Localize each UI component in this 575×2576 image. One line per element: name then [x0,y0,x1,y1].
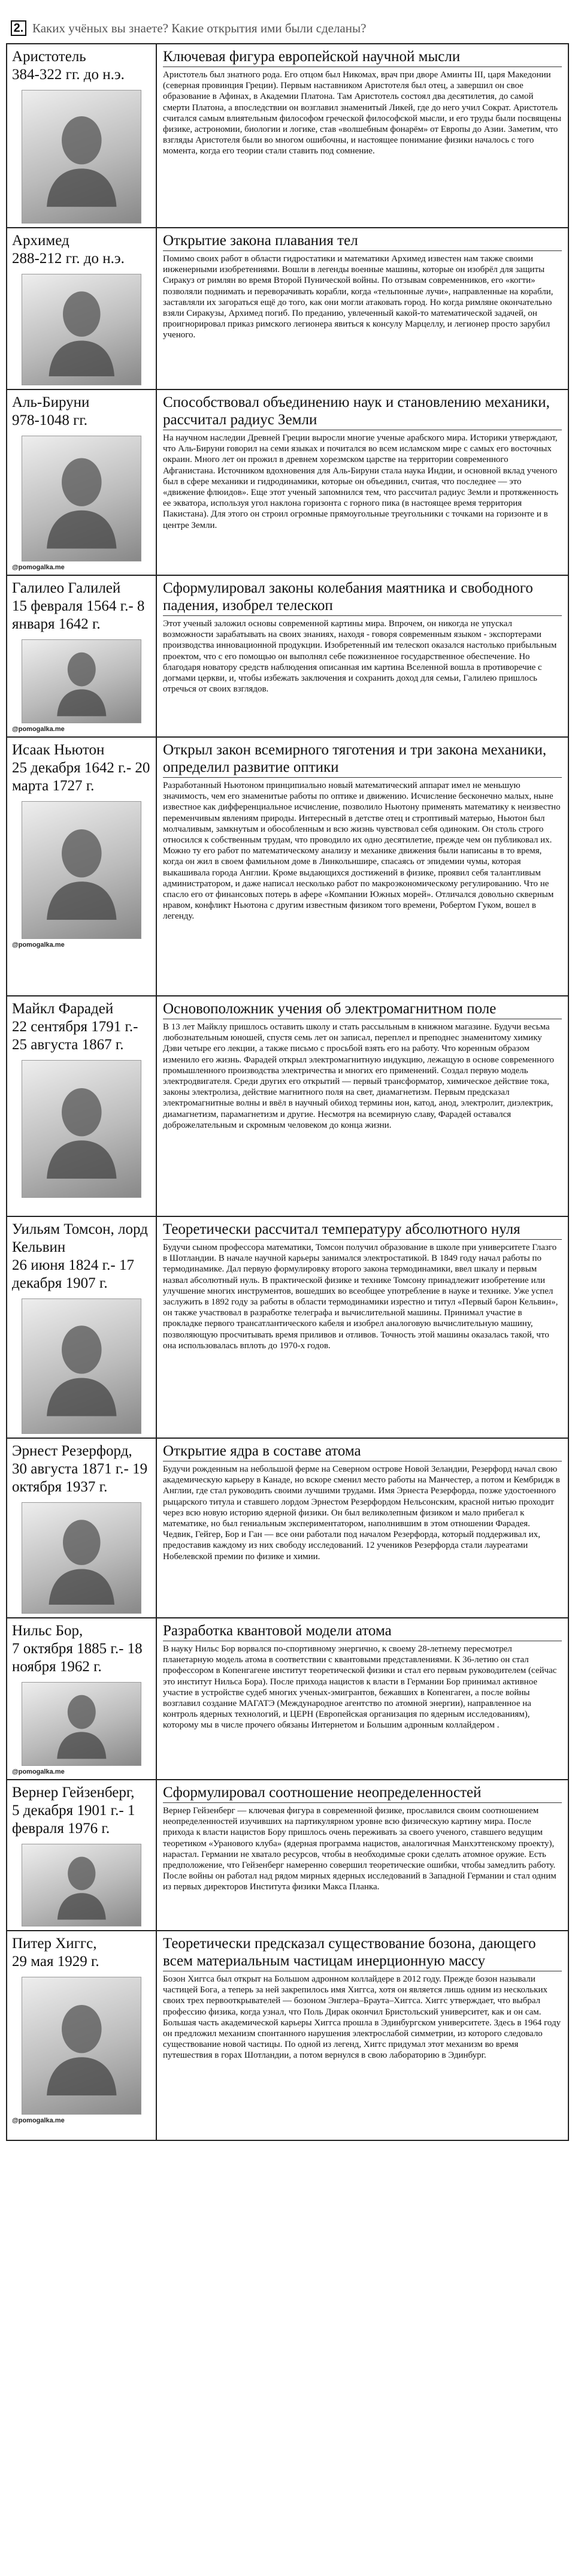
discovery-text: Будучи рожденным на небольшой ферме на Северном острове Новой Зеландии, Резерфорд начал свою академическую карьеру в Канаде, но вскоре сменил место работы на Манчестер, а потом и Кембридж в Англии, где стал руководить своими лучшими трудами. Имя Эрнеста Резерфорда, позже удостоенного рыцарского титула и ставшего лордом Эрнестом Резерфордом Нельсонским, красной нитью проходит через всю новую историю ядерной физики. Он был великолепным физиком и мало прибегал к математике, но был гениальным экспериментатором, наполнившим в этом отношении Фарадея. Чедвик, Гейгер, Бор и Ган — все они работали под началом Резерфорда, который поддерживал их, предоставив каждому из них свободу исследований. 12 учеников Резерфорда стали лауреатами Нобелевской премии по физике и химии. [163,1464,561,1562]
scientist-info-cell [7,996,157,1216]
scientist-dates: 288-212 гг. до н.э. [12,250,125,267]
discovery-text: Этот ученый заложил основы современной картины мира. Впрочем, он никогда не упускал возможности зарабатывать на своих знаниях, находя - говоря современным языком - экспортерами производства инновационной продукции. Изобретенный им телескоп оказался настолько прибыльным проектом, что с его помощью он выполнял себе пожизненное государственное обеспечение. Но благодаря новатору средств наблюдения описанная им картина Вселенной вошла в противоречие с догмами церкви, и, чтобы избежать заключения и сохранить доход для семьи, Галилею пришлось отречься от своих взглядов. [163,619,557,694]
person-silhouette-icon [40,101,123,213]
question-text: Каких учёных вы знаете? Какие открытия ими были сделаны? [32,20,367,35]
scientist-dates: 29 мая 1929 г. [12,1953,99,1970]
discovery-text: Вернер Гейзенберг — ключевая фигура в современной физике, прославился своим соотношением неопределенностей изучивших на партикулярном уровне всю физическую картину мира. После прихода к власти нацистов Бору пришлось очень переживать за своего ученого, ставшего ведущим теоретиком «Уранового клуба» (ядерная программа нацистов, аналогичная Манхэттенскому проекту), нарастал. Германии не хватало ресурсов, чтобы в необходимые сроки сделать атомное оружие. Есть предположение, что Гейзенберг намеренно совершил теоретические ошибки, чтобы замедлить работу. После войны он работал над рядом мирных ядерных исследований в Западной Германии и стал одним из первых директоров Института физики Макса Планка. [163,1806,556,1892]
person-silhouette-icon [40,1988,123,2104]
discovery-heading: Теоретически предсказал существование бозона, дающего всем материальным частицам инерционную массу [163,1935,562,1971]
discovery-text: Бозон Хиггса был открыт на Большом адронном коллайдере в 2012 году. Прежде бозон называли частицей Бога, а теперь за ней закрепилось имя Хиггса, хотя он является лишь одним из нескольких своих трех первооткрывателей — бозоном Энглера–Браута–Хиггса. Хиггс утверждает, что выбрал профессию физика, когда узнал, что Поль Дирак окончил Бристольский университет, как и он сам. Большая часть академической карьеры Хиггса прошла в Эдинбургском университете. Здесь в 1964 году он предложил механизм спонтанного нарушения электрослабой симметрии, из которого следовало существование новой частицы. По одной из легенд, Хиггс придумал этот механизм во время путешествия в горах Шотландии, а потом вернулся в свою лабораторию в Эдинбург. [163,1974,561,2061]
scientists-table [6,43,569,2141]
scientist-dates: 5 декабря 1901 г.- 1 февраля 1976 г. [12,1802,135,1837]
scientist-portrait [22,274,141,385]
discovery-cell [157,228,568,389]
discovery-heading: Сформулировал законы колебания маятника и свободного падения, изобрел телескоп [163,579,562,616]
scientist-portrait [22,801,141,939]
scientist-name: Уильям Томсон, лорд Кельвин [12,1221,148,1255]
person-silhouette-icon [40,283,123,376]
person-silhouette-icon [40,646,123,716]
scientist-row [7,1618,568,1780]
scientist-info-cell [7,1217,157,1438]
scientist-row [7,1217,568,1439]
scientist-name: Аристотель [12,49,86,65]
watermark: @pomogalka.me [12,2117,65,2124]
person-silhouette-icon [40,1511,123,1605]
scientist-portrait [22,1502,141,1614]
scientist-portrait [22,1060,141,1198]
scientist-name: Аль-Бируни [12,394,90,410]
discovery-cell [157,390,568,575]
scientist-portrait [22,90,141,224]
person-silhouette-icon [40,812,123,928]
scientist-dates: 25 декабря 1642 г.- 20 марта 1727 г. [12,760,150,794]
watermark: @pomogalka.me [12,941,65,949]
scientist-name: Питер Хиггс, [12,1935,97,1952]
discovery-heading: Ключевая фигура европейской научной мысли [163,48,562,67]
scientist-info-cell [7,390,157,575]
scientist-info-cell [7,1931,157,2140]
discovery-text: Разработанный Ньютоном принципиально новый математический аппарат имел не меньшую значимость, чем его знаменитые работы по оптике и движению. Исчисление бесконечно малых, ныне известное как дифференциальное исчисление, позволило Ньютону применять математику к неизвестно переменчивым явлениям природы. Интересный в детстве отец и строптивый матерью, Ньютон был молчаливым, замкнутым и обособленным и всю жизнь чувствовал себя одиноким. Он столь строго относился к собственным трудам, что проводило их одно десятилетие, прежде чем он публиковал их. Можно ту его работ по математическому анализу и механике движения были написаны в то время, когда он жил в своем фамильном доме в Линкольншире, спасаясь от эпидемии чумы, которая выкашивала города Англии. Кроме выдающихся достижений в физике, проявил себя талантливым администратором, и даже написал несколько работ по макроэкономическому регулированию. Что не спасло его от финансовых потерь в афере «Компании Южных морей». Отличался довольно скверным нравом, конфликт Ньютона с другим известным физиком того времени, Робертом Гуком, вошел в легенду. [163,781,561,922]
discovery-cell [157,1618,568,1779]
scientist-dates: 15 февраля 1564 г.- 8 января 1642 г. [12,598,145,632]
discovery-text: Будучи сыном профессора математики, Томсон получил образование в школе при университете Глазго в Шотландии. В начале научной карьеры занимался электростатикой. В 1849 году начал работы по термодинамике. Дал первую формулировку второго закона термодинамики, ввел шкалу и первым назвал абсолютный нуль. В практической физике и технике Томсону принадлежит изобретение или улучшение многих инструментов, вошедших во всеобщее употребление в науке и технике. Уже успел заслужить в 1892 году за работы в области термодинамики изрестно и титул «Первый барон Кельвин», он также участвовал в разработке телеграфа и вычислительной машины. Принимал участие в прокладке первого трансатлантического кабеля и изобрел аналоговую вычислительную машину, позволяющую просчитывать время приливов и отливов. Точность этой машины оказалась такой, что она использовалась вплоть до 1970-х годов. [163,1243,558,1351]
scientist-row [7,390,568,576]
scientist-dates: 30 августа 1871 г.- 19 октября 1937 г. [12,1461,148,1495]
scientist-name: Майкл Фарадей [12,1001,114,1017]
discovery-cell [157,1217,568,1438]
scientist-dates: 7 октября 1885 г.- 18 ноября 1962 г. [12,1641,143,1675]
scientist-name: Нильс Бор, [12,1623,83,1639]
discovery-heading: Сформулировал соотношение неопределенностей [163,1784,562,1803]
scientist-row [7,1931,568,2140]
discovery-heading: Способствовал объединению наук и становлению механики, рассчитал радиус Земли [163,394,562,430]
discovery-heading: Открыл закон всемирного тяготения и три закона механики, определил развитие оптики [163,741,562,778]
scientist-row [7,44,568,228]
scientist-name: Архимед [12,232,69,249]
scientist-row [7,1780,568,1931]
scientist-dates: 26 июня 1824 г.- 17 декабря 1907 г. [12,1257,134,1291]
discovery-heading: Открытие ядра в составе атома [163,1442,562,1461]
scientist-info-cell [7,576,157,736]
scientist-dates: 978-1048 гг. [12,412,88,428]
scientist-info-cell [7,738,157,995]
scientist-name: Исаак Ньютон [12,742,105,758]
person-silhouette-icon [40,446,123,552]
scientist-info-cell [7,1780,157,1930]
scientist-dates: 22 сентября 1791 г.- 25 августа 1867 г. [12,1019,138,1053]
scientist-row [7,1439,568,1618]
discovery-cell [157,1780,568,1930]
scientist-portrait [22,639,141,723]
discovery-cell [157,1931,568,2140]
scientist-row [7,576,568,738]
person-silhouette-icon [40,1071,123,1187]
scientist-portrait [22,1844,141,1926]
person-silhouette-icon [40,1689,123,1759]
scientist-row [7,738,568,996]
scientist-name: Эрнест Резерфорд, [12,1443,132,1459]
scientist-info-cell [7,1618,157,1779]
scientist-portrait [22,1977,141,2115]
scientist-row [7,996,568,1217]
scientist-name: Галилео Галилей [12,580,121,596]
discovery-text: Помимо своих работ в области гидростатики и математики Архимед известен нам также своими инженерными изобретениями. Вошли в легенды военные машины, которые он изобрёл для защиты Сиракуз от римлян во время Второй Пунической войны. По отзывам современников, его «когти» позволяли поднимать и переворачивать корабли, когда «тельпонные лучи», направленные на корабли, заставляли их загораться ещё до того, как они могли атаковать город. Но когда римляне окончательно взяли Сиракузы, Архимед погиб. По преданию, увлеченный какой-то математической задачей, он проигнорировал приказ римского легионера явиться к консулу Марцеллу, и легионер просто зарубил ученого. [163,254,553,340]
question-header [0,16,575,41]
scientist-portrait [22,1298,141,1434]
scientist-portrait [22,1682,141,1766]
scientist-info-cell [7,44,157,227]
discovery-cell [157,738,568,995]
watermark: @pomogalka.me [12,1768,65,1775]
scientist-info-cell [7,228,157,389]
discovery-cell [157,576,568,736]
discovery-heading: Открытие закона плавания тел [163,232,562,251]
discovery-heading: Основоположник учения об электромагнитном поле [163,1000,562,1019]
discovery-heading: Теоретически рассчитал температуру абсолютного нуля [163,1221,562,1240]
discovery-text: Аристотель был знатного рода. Его отцом был Никомах, врач при дворе Аминты III, царя Македонии (северная провинция Греции). Первым наставником Аристотеля был отец, а завершил он свое образование в Афинах, в Академии Платона. Там Аристотель состоял два десятилетия, до самой смерти Платона, а впоследствии он возглавил знаменитый Ликей, где до него учил Сократ. Аристотель считался самым влиятельным философом греческой философской мысли, и его труды были посвящены физике, астрономии, биологии и логике, став «волшебным фонарём» от Европы до Азии. Заметим, что взгляды Аристотеля были во многом ошибочны, и настоящее понимание физики началось с того момента, когда его теории стали ставить под сомнение. [163,70,561,156]
discovery-text: В 13 лет Майклу пришлось оставить школу и стать рассыльным в книжном магазине. Будучи весьма любознательным юношей, спустя семь лет он записал, переплел и преподнес знаменитому химику Дэви четыре его лекции, а также письмо с просьбой взять его на работу. Что коренным образом изменило его жизнь. Фарадей открыл электромагнитную индукцию, лежащую в основе современного промышленного производства электричества и многих его применений. Создал первую модель электродвигателя. Среди других его открытий — первый трансформатор, химическое действие тока, законы электролиза, действие магнитного поля на свет, диамагнетизм. Первым предсказал электромагнитные волны и ввёл в научный обиход термины ион, катод, анод, электролит, диэлектрик, диамагнетизм, парамагнетизм и другие. Несмотря на всемирную славу, Фарадей оставался доброжелательным и скромным человеком до конца жизни. [163,1022,554,1130]
scientist-info-cell [7,1439,157,1617]
watermark: @pomogalka.me [12,726,65,733]
discovery-cell [157,1439,568,1617]
person-silhouette-icon [40,1309,123,1423]
discovery-text: В науку Нильс Бор ворвался по-спортивному энергично, к своему 28-летнему пересмотрел планетарную модель атома в соответствии с квантовыми представлениями. К 36-летию он стал профессором в Копенгагене институт теоретической физики и стал его первым руководителем (сейчас это институт Нильса Бора). После прихода нацистов к власти в Германии Бор принимал активное участие в устройстве судеб многих ученых-эмигрантов, бежавших в Копенгаген, а после войны возглавил создание МАГАТЭ (Международное агентство по атомной энергии), направленное на контроль ядерных технологий, и ЦЕРН (Европейская организация по ядерным исследованиям), которому мы в числе прочего обязаны Интернетом и Большим адронным коллайдером . [163,1644,557,1731]
watermark: @pomogalka.me [12,564,65,571]
person-silhouette-icon [40,1850,123,1920]
discovery-cell [157,996,568,1216]
discovery-heading: Разработка квантовой модели атома [163,1622,562,1641]
scientist-name: Вернер Гейзенберг, [12,1784,135,1801]
question-number: 2. [11,20,26,36]
scientist-portrait [22,436,141,561]
discovery-text: На научном наследии Древней Греции выросли многие ученые арабского мира. Историки утверждают, что Аль-Бируни говорил на семи языках и почитался во всем исламском мире с самых его восточных окраин. Много лет он прожил в древнем хорезмском царстве на территории современного Афганистана. Источником вдохновения для Аль-Бируни стала наука Индии, и основной вклад ученого был в сфере механики и гидродинамики, которые он объединил, считая, что последнее — это «движение флюидов». Еще этот ученый запомнился тем, что рассчитал радиус Земли и протяженность ее экватора, используя угол наклона горизонта с горного пика (в настоящее время территория Пакистана). Для этого он строил огромные прямоугольные треугольники с точками на горизонте и в центре Земли. [163,433,559,530]
scientist-dates: 384-322 гг. до н.э. [12,67,125,83]
discovery-cell [157,44,568,227]
scientist-row [7,228,568,390]
